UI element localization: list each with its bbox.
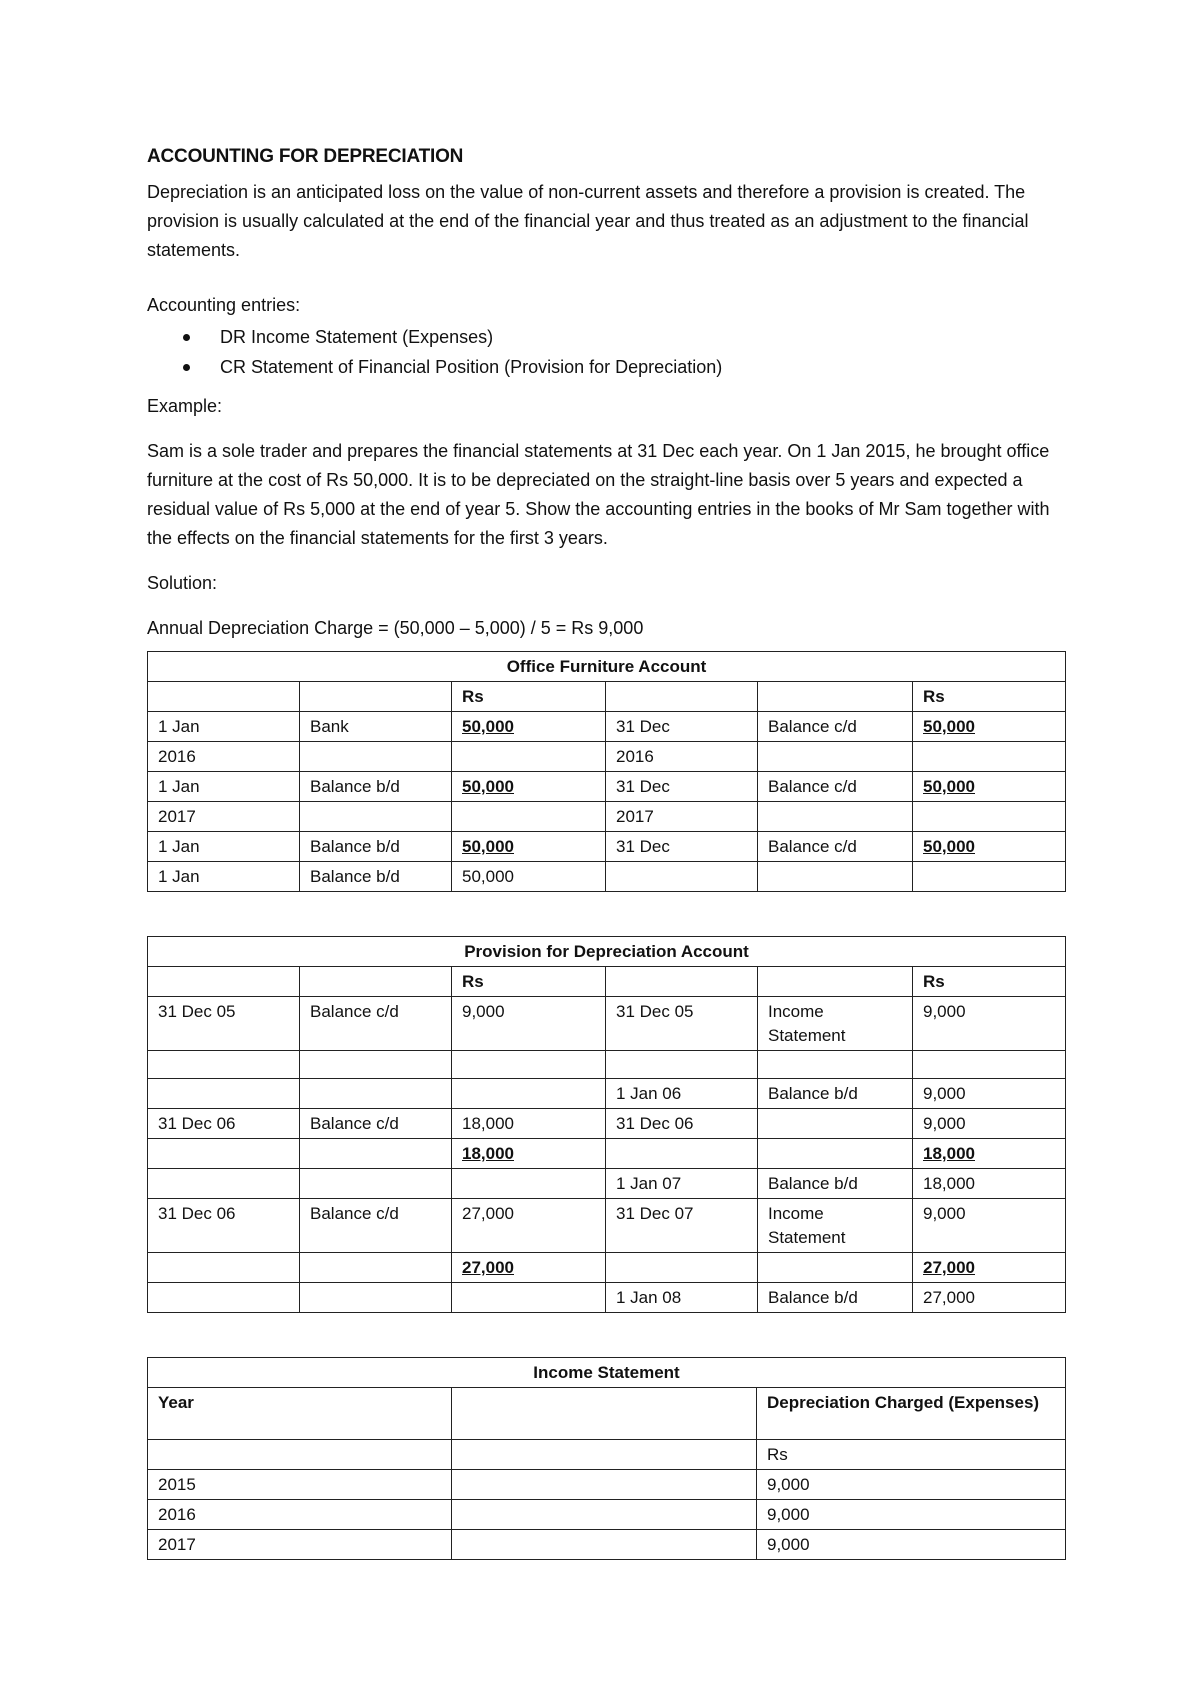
table-row: Rs (148, 1440, 1066, 1470)
charge-line: Annual Depreciation Charge = (50,000 – 5,000) / 5 = Rs 9,000 (147, 618, 644, 638)
table-row: 2016 2016 (148, 742, 1066, 772)
table-row: 18,000 18,000 (148, 1139, 1066, 1169)
document-page (147, 146, 1065, 1560)
table-row: Rs Rs (148, 967, 1066, 997)
example-heading: Example: (147, 396, 223, 416)
entries-list (147, 322, 1065, 382)
list-item: DR Income Statement (Expenses) (147, 322, 1065, 352)
list-item: CR Statement of Financial Position (Provision for Depreciation) (147, 352, 1065, 382)
table-title: Office Furniture Account (148, 652, 1066, 682)
table-row: 31 Dec 05 Balance c/d 9,000 31 Dec 05 Income Statement 9,000 (148, 997, 1066, 1051)
table-row (148, 1051, 1066, 1079)
table-title: Income Statement (148, 1358, 1066, 1388)
table-row: 1 Jan Balance b/d 50,000 31 Dec Balance c/d 50,000 (148, 772, 1066, 802)
table-row: 1 Jan 07 Balance b/d 18,000 (148, 1169, 1066, 1199)
table-row: 1 Jan Bank 50,000 31 Dec Balance c/d 50,000 (148, 712, 1066, 742)
table-row: 1 Jan 06 Balance b/d 9,000 (148, 1079, 1066, 1109)
table-row: 2015 9,000 (148, 1470, 1066, 1500)
table-row: 2016 9,000 (148, 1500, 1066, 1530)
provision-table (147, 936, 1066, 1313)
office-furniture-table (147, 651, 1066, 892)
table-row: Rs Rs (148, 682, 1066, 712)
page-title: ACCOUNTING FOR DEPRECIATION (147, 146, 464, 167)
entries-heading: Accounting entries: (147, 295, 301, 315)
table-row: 31 Dec 06 Balance c/d 27,000 31 Dec 07 Income Statement 9,000 (148, 1199, 1066, 1253)
income-statement-table (147, 1357, 1066, 1560)
table-row: 1 Jan Balance b/d 50,000 31 Dec Balance c/d 50,000 (148, 832, 1066, 862)
example-paragraph: Sam is a sole trader and prepares the financial statements at 31 Dec each year. On 1 Jan 2015, he brought office furniture at the cost of Rs 50,000. It is to be depreciated on the straight-line basis over 5 years and expected a residual value of Rs 5,000 at the end of year 5. Show the accounting entries in the books of Mr Sam together with the effects on the financial statements for the first 3 years. (147, 441, 1050, 548)
table-header-row: Year Depreciation Charged (Expenses) (148, 1388, 1066, 1440)
bullet-icon (183, 364, 190, 371)
table-row: 2017 2017 (148, 802, 1066, 832)
table-row: 27,000 27,000 (148, 1253, 1066, 1283)
table-row: 1 Jan Balance b/d 50,000 (148, 862, 1066, 892)
table-row: 31 Dec 06 Balance c/d 18,000 31 Dec 06 9,000 (148, 1109, 1066, 1139)
solution-heading: Solution: (147, 573, 218, 593)
intro-paragraph: Depreciation is an anticipated loss on the value of non-current assets and therefore a provision is created. The provision is usually calculated at the end of the financial year and thus treated as an adjustment to the financial statements. (147, 182, 1029, 260)
table-row: 2017 9,000 (148, 1530, 1066, 1560)
bullet-icon (183, 334, 190, 341)
table-title: Provision for Depreciation Account (148, 937, 1066, 967)
table-row: 1 Jan 08 Balance b/d 27,000 (148, 1283, 1066, 1313)
